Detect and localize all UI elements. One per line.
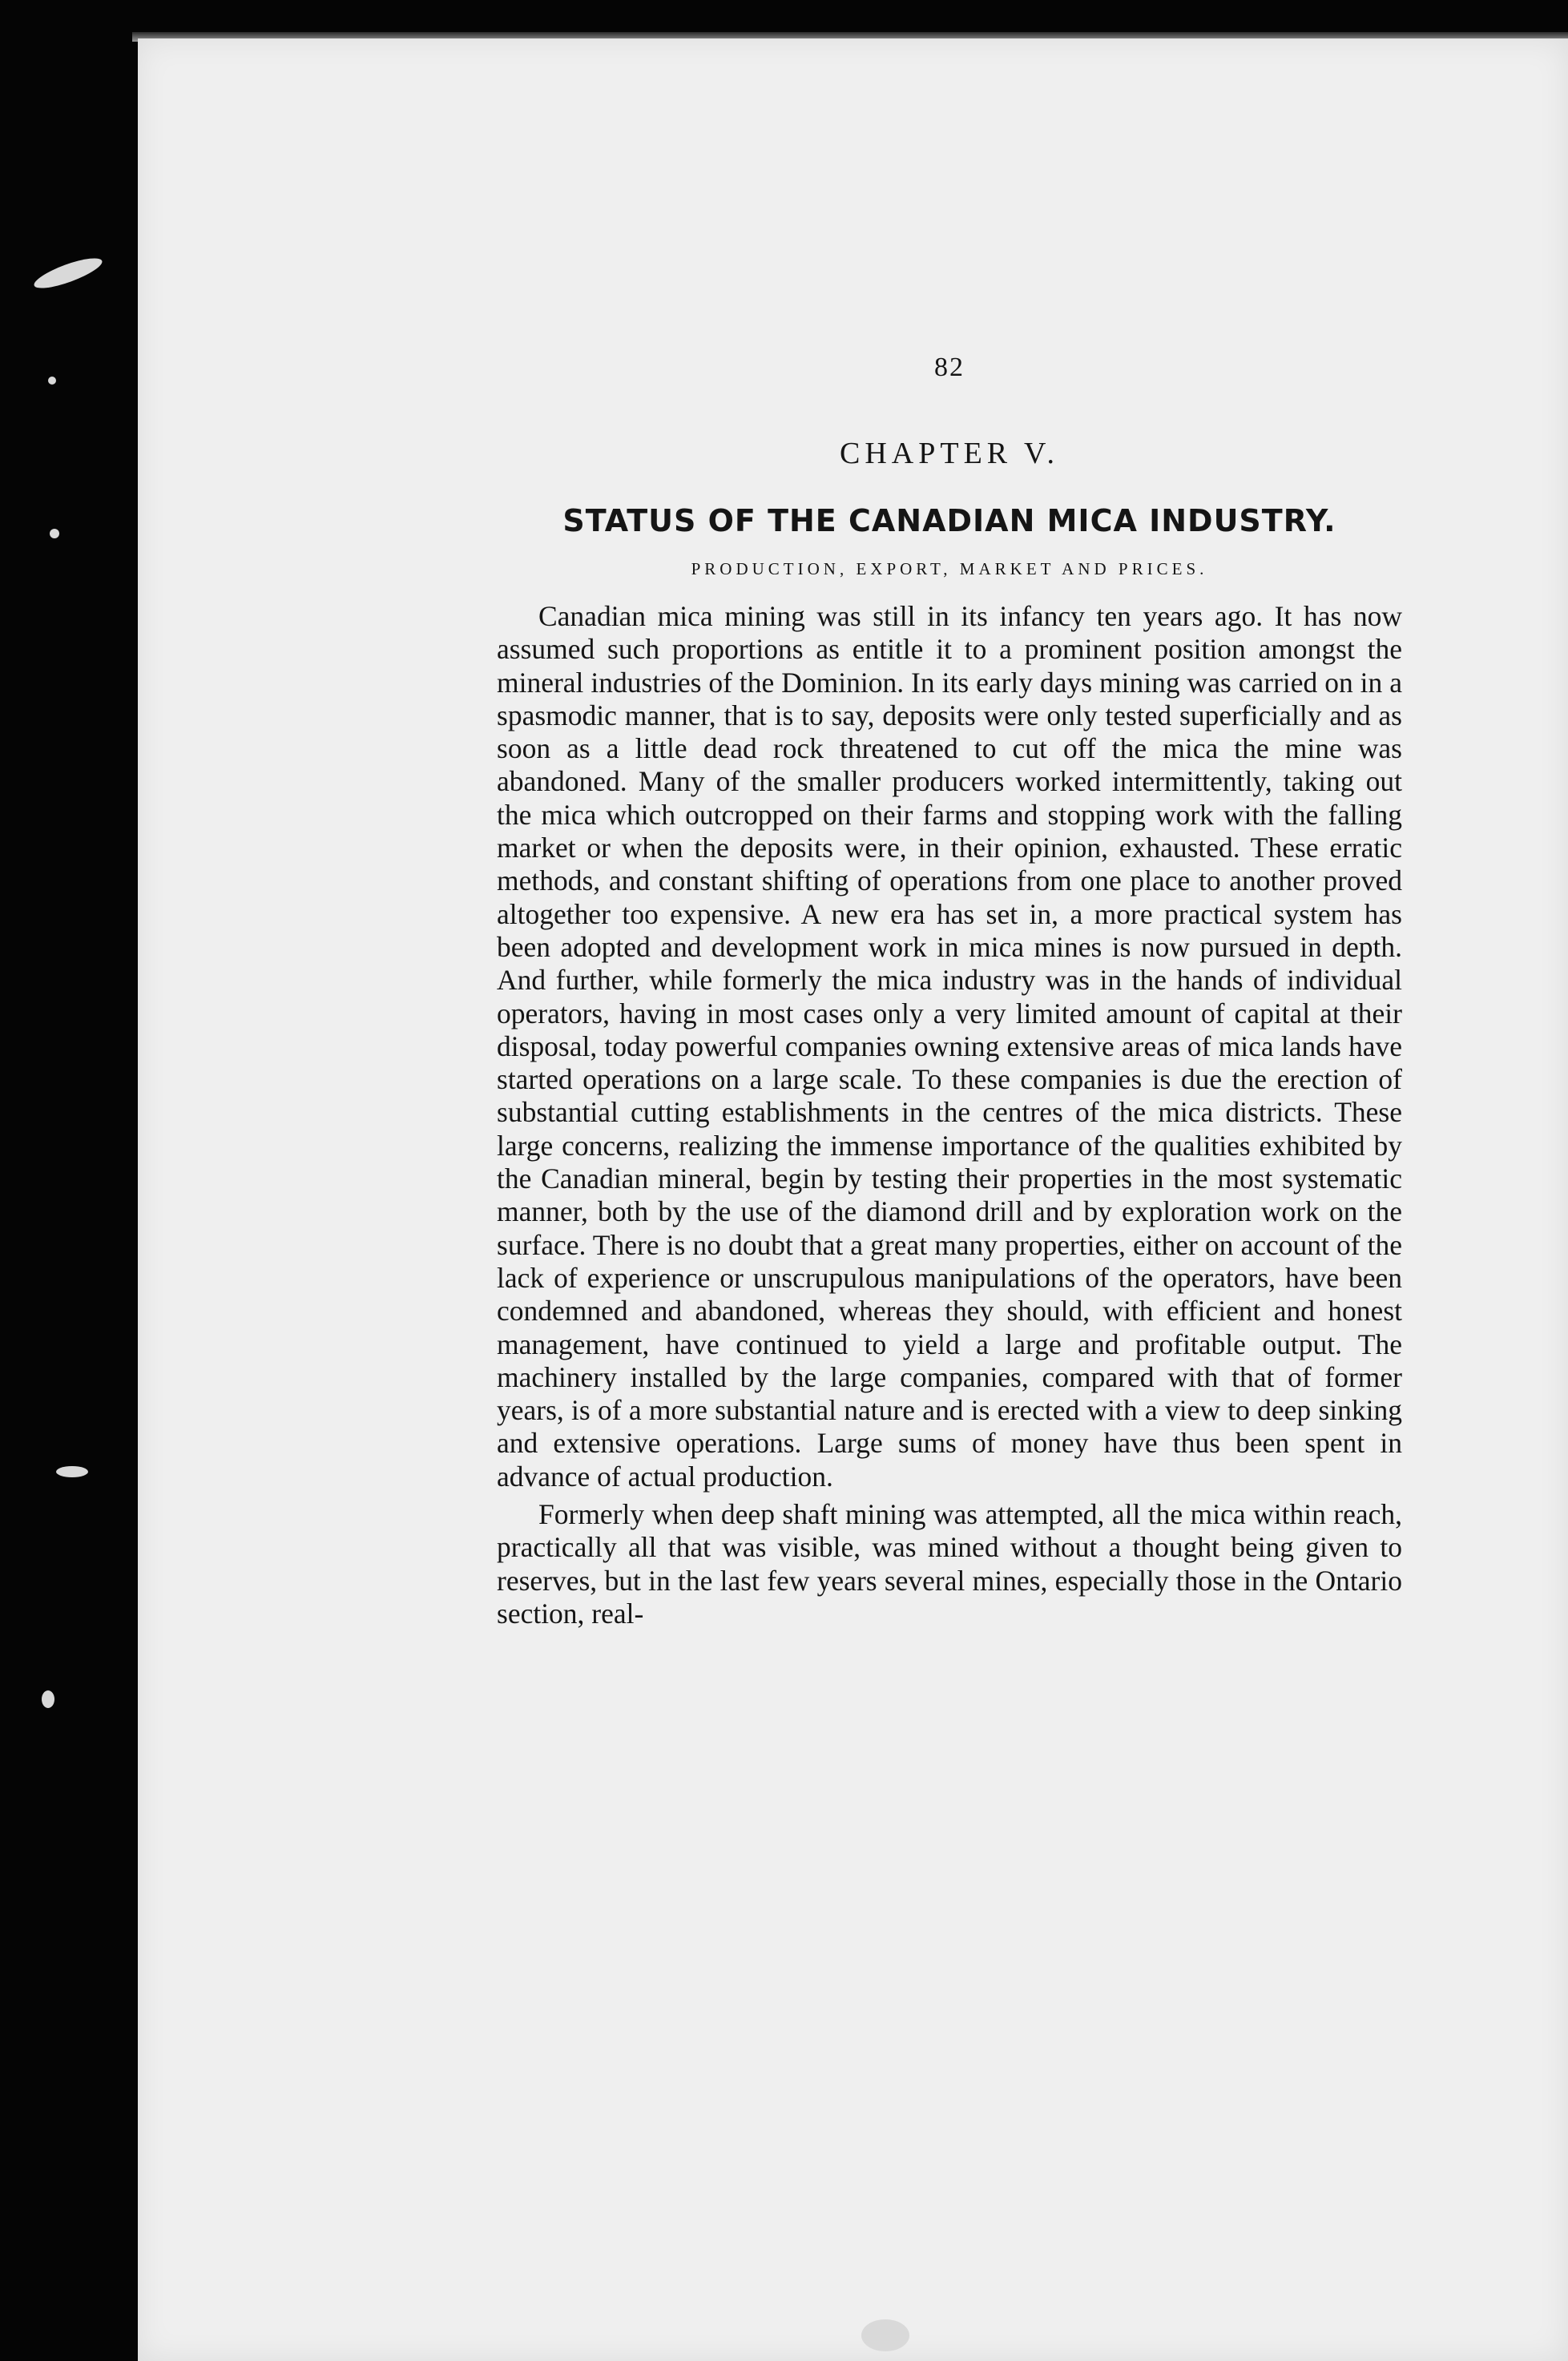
scan-speck xyxy=(42,1690,54,1708)
scan-speck xyxy=(31,252,105,293)
page-number: 82 xyxy=(934,353,965,382)
scan-speck xyxy=(50,529,59,538)
body-paragraph: Canadian mica mining was still in its infancy ten years ago. It has now assumed such proportions as entitle it to a prominent position amongst the mineral industries of the Dominion. In its early days mining was carried on in a spasmodic manner, that is to say, deposits were only tested superficially and as soon as a little dead rock threatened to cut off the mica the mine was abandoned. Many of the smaller producers worked intermittently, taking out the mica which outcropped on their farms and stopping work with the falling market or when the deposits were, in their opinion, exhausted. These erratic methods, and constant shifting of operations from one place to another proved altogether too expensive. A new era has set in, a more practical system has been adopted and development work in mica mines is now pursued in depth. And further, while formerly the mica industry was in the hands of individual operators, having in most cases only a very limited amount of capital at their disposal, today powerful companies owning extensive areas of mica lands have started operations on a large scale. To these companies is due the erection of substantial cutting establishments in the centres of the mica districts. These large concerns, realizing the immense importance of the qualities exhibited by the Canadian mineral, begin by testing their properties in the most systematic manner, both by the use of the diamond drill and by exploration work on the surface. There is no doubt that a great many properties, either on account of the lack of experience or unscrupulous manipulations of the operators, have been condemned and abandoned, whereas they should, with efficient and honest management, have continued to yield a large and profitable output. The machinery installed by the large companies, compared with that of former years, is of a more substantial nature and is erected with a view to deep sinking and extensive operations. Large sums of money have thus been spent in advance of actual production. xyxy=(497,600,1402,1493)
chapter-heading: CHAPTER V. xyxy=(840,437,1059,470)
chapter-subtitle: PRODUCTION, EXPORT, MARKET AND PRICES. xyxy=(691,559,1208,578)
chapter-title: STATUS OF THE CANADIAN MICA INDUSTRY. xyxy=(562,503,1336,538)
scan-speck xyxy=(48,377,56,385)
scan-speck xyxy=(56,1466,88,1477)
page-text xyxy=(497,353,1402,1635)
scan-speck xyxy=(861,2319,909,2351)
body-paragraph: Formerly when deep shaft mining was attempted, all the mica within reach, practically all that was visible, was mined without a thought being given to reserves, but in the last few years several mines, especially those in the Ontario section, real- xyxy=(497,1498,1402,1630)
